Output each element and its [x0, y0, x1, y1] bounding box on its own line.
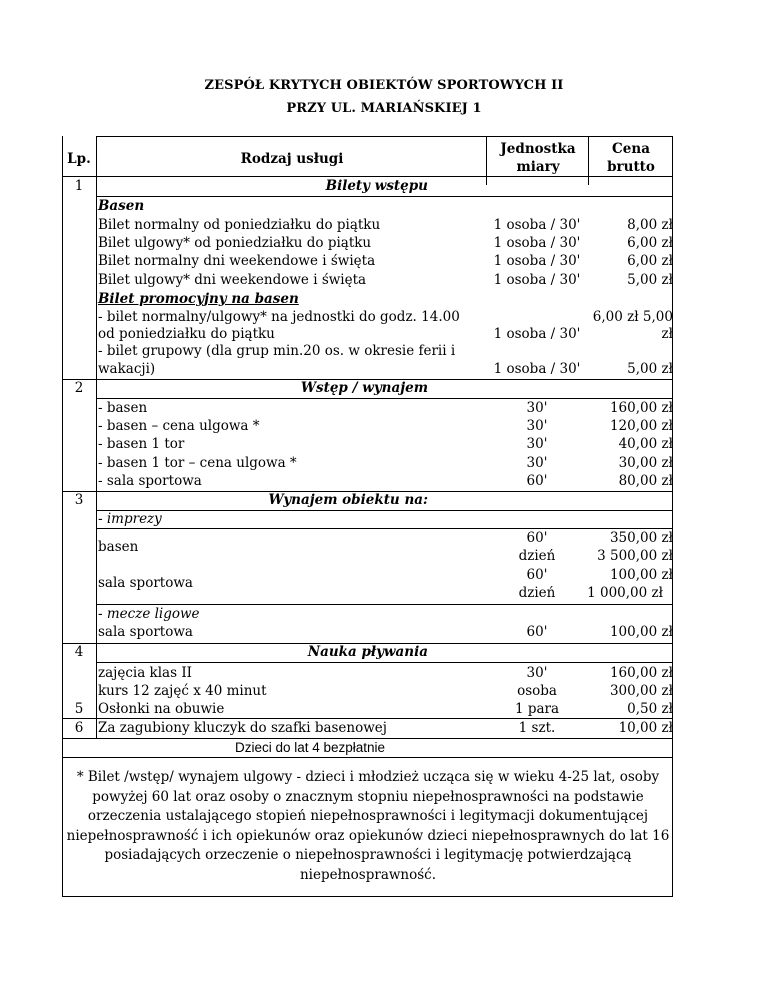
row-rule: [96, 604, 673, 605]
header-rule: [62, 176, 673, 177]
section-title: Wstęp / wynajem: [300, 380, 428, 396]
unit-column-divider: [486, 136, 487, 185]
table-row-unit: 30': [526, 400, 548, 416]
col-header-cena-line2: brutto: [607, 159, 655, 175]
table-row-desc: basen: [98, 539, 139, 555]
section-number: 4: [74, 644, 84, 660]
promo-unit: 1 osoba / 30': [493, 361, 581, 377]
section-number: 2: [74, 380, 84, 396]
table-border-bottom: [62, 896, 673, 897]
subsection-heading: - mecze ligowe: [98, 606, 200, 622]
table-row-price: 30,00 zł: [618, 455, 673, 471]
table-row-unit: 30': [526, 665, 548, 681]
section-number: 1: [74, 178, 84, 194]
table-row-unit: 1 osoba / 30': [493, 217, 581, 233]
col-header-jednostka-line1: Jednostka: [500, 141, 576, 157]
col-header-jednostka: [488, 140, 588, 176]
table-row-unit: 1 osoba / 30': [493, 253, 581, 269]
table-row-desc: - basen 1 tor: [98, 436, 185, 452]
table-row-desc: Za zagubiony kluczyk do szafki basenowej: [98, 720, 387, 736]
row-rule: [62, 718, 673, 719]
table-row-price: 6,00 zł: [627, 253, 673, 269]
table-border-top: [96, 136, 673, 137]
row-rule: [96, 528, 673, 529]
table-row-unit: 60': [526, 530, 548, 546]
promo-price: 5,00 zł: [627, 361, 673, 377]
section-title: Bilety wstępu: [325, 178, 428, 194]
table-row-desc: - sala sportowa: [98, 473, 202, 489]
table-row-price: 3 500,00 zł: [597, 548, 673, 564]
table-row-price: 40,00 zł: [618, 436, 673, 452]
table-row-price: 10,00 zł: [618, 720, 673, 736]
col-header-jednostka-line2: miary: [516, 159, 560, 175]
table-row-price: 300,00 zł: [609, 683, 673, 699]
free-entry-note: Dzieci do lat 4 bezpłatnie: [234, 740, 386, 755]
section-title: Nauka pływania: [307, 644, 428, 660]
table-row-price: 160,00 zł: [609, 665, 673, 681]
table-row-desc: Bilet normalny od poniedziałku do piątku: [98, 217, 381, 233]
table-row-unit: dzień: [518, 548, 556, 564]
table-border-left: [62, 136, 63, 897]
promo-price-a: 6,00 zł 5,00: [592, 309, 673, 325]
section-number: 5: [74, 701, 84, 717]
col-header-lp: Lp.: [67, 151, 91, 167]
section-rule: [96, 196, 673, 197]
table-row-unit: 1 para: [514, 701, 560, 717]
table-row-desc: Bilet normalny dni weekendowe i święta: [98, 253, 376, 269]
table-row-price: 0,50 zł: [627, 701, 673, 717]
table-row-desc: sala sportowa: [98, 575, 193, 591]
section-title: Wynajem obiektu na:: [268, 492, 428, 508]
table-row-price: 5,00 zł: [627, 272, 673, 288]
table-row-unit: 30': [526, 418, 548, 434]
table-row-price: 6,00 zł: [627, 235, 673, 251]
table-row-price: 350,00 zł: [609, 530, 673, 546]
subsection-heading: Basen: [98, 198, 145, 214]
section-rule: [96, 510, 673, 511]
table-row-unit: 60': [526, 567, 548, 583]
footnote-rule: [62, 757, 673, 758]
table-row-desc: Osłonki na obuwie: [98, 701, 225, 717]
table-row-price: 80,00 zł: [618, 473, 673, 489]
subsection-heading: Bilet promocyjny na basen: [98, 291, 299, 307]
section-rule: [96, 398, 673, 399]
table-row-desc: - basen – cena ulgowa *: [98, 418, 260, 434]
col-header-cena-line1: Cena: [612, 141, 650, 157]
promo-line: od poniedziałku do piątku: [98, 326, 275, 342]
table-row-price: 120,00 zł: [609, 418, 673, 434]
table-row-desc: sala sportowa: [98, 624, 193, 640]
promo-price-b: zł: [661, 326, 673, 342]
table-row-desc: - basen: [98, 400, 148, 416]
table-row-desc: - basen 1 tor – cena ulgowa *: [98, 455, 297, 471]
col-header-rodzaj: Rodzaj usługi: [240, 151, 344, 167]
table-row-price: 8,00 zł: [627, 217, 673, 233]
table-row-unit: 60': [526, 624, 548, 640]
table-row-price: 1 000,00 zł: [587, 585, 663, 601]
table-row-unit: 30': [526, 455, 548, 471]
promo-line: - bilet grupowy (dla grup min.20 os. w okresie ferii i: [98, 343, 456, 359]
table-row-unit: 1 szt.: [518, 720, 556, 736]
table-row-price: 100,00 zł: [609, 624, 673, 640]
table-row-desc: Bilet ulgowy* dni weekendowe i święta: [98, 272, 367, 288]
table-row-unit: 30': [526, 436, 548, 452]
table-row-price: 160,00 zł: [609, 400, 673, 416]
lp-column-divider: [96, 136, 97, 738]
section-number: 6: [74, 720, 84, 736]
col-header-cena: [589, 140, 673, 176]
promo-unit: 1 osoba / 30': [493, 326, 581, 342]
document-title: ZESPÓŁ KRYTYCH OBIEKTÓW SPORTOWYCH II: [204, 78, 564, 93]
table-row-unit: 60': [526, 473, 548, 489]
footnote: * Bilet /wstęp/ wynajem ulgowy - dzieci i młodzież ucząca się w wieku 4-25 lat, osoby powyżej 60 lat oraz osoby o znacznym stopniu niepełnosprawności na podstawie orzeczenia ustalającego stopień niepełnosprawności i legitymacji dokumentującej niepełnosprawność i ich opiekunów oraz opiekunów dzieci niepełnosprawnych do lat 16 posiadających orzeczenie o niepełnosprawności i legitymację potwierdzającą niepełnosprawność.: [66, 769, 670, 883]
section-number: 3: [74, 492, 84, 508]
table-row-unit: osoba: [517, 683, 557, 699]
document-subtitle: PRZY UL. MARIAŃSKIEJ 1: [286, 101, 482, 116]
table-row-unit: 1 osoba / 30': [493, 235, 581, 251]
subsection-heading: - imprezy: [98, 511, 162, 527]
table-row-unit: 1 osoba / 30': [493, 272, 581, 288]
promo-line: wakacji): [98, 361, 156, 377]
table-row-price: 100,00 zł: [609, 567, 673, 583]
section-rule: [96, 662, 673, 663]
table-row-unit: dzień: [518, 585, 556, 601]
table-row-desc: Bilet ulgowy* od poniedziałku do piątku: [98, 235, 372, 251]
table-row-desc: zajęcia klas II: [98, 665, 192, 681]
table-row-desc: kurs 12 zajęć x 40 minut: [98, 683, 267, 699]
promo-line: - bilet normalny/ulgowy* na jednostki do godz. 14.00: [98, 309, 460, 325]
